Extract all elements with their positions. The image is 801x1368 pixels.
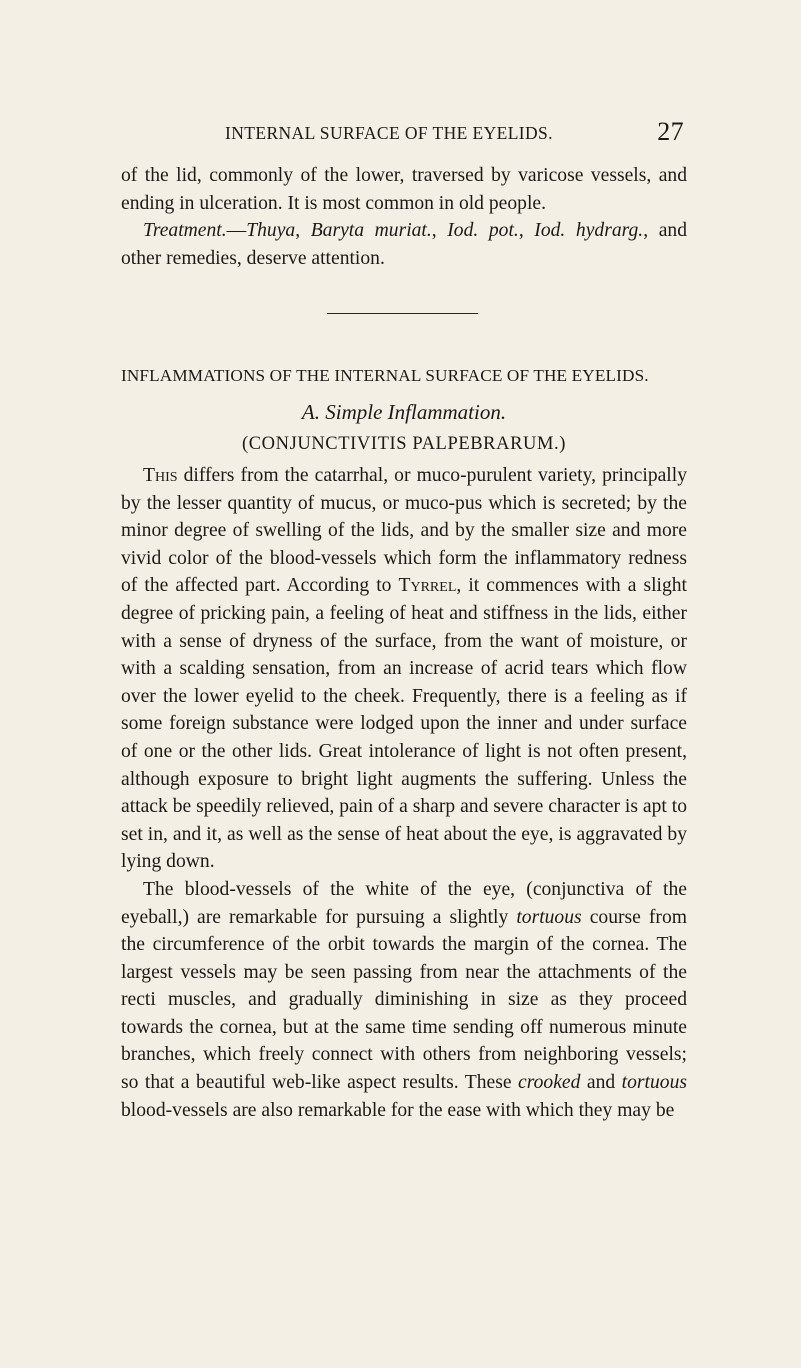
paragraph-1-text-b: , it commences with a slight degree of pricking pain, a feeling of heat and stiffness in the lids, either with a sense of dryness of the surface, from the want of moisture, or with a scalding sensation, from an increase of acrid tears which flow over the lower eyelid to the cheek. Frequently, there is a feeling as if some foreign substance were lodged upon the inner and under surface of one or the other lids. Great intolerance of light is not often present, although exposure to bright light augments the suffering. Unless the attack be speedily relieved, pain of a sharp and severe character is apt to set in, and it, as well as the sense of heat about the eye, is aggravated by lying down. [121,575,687,873]
section-heading: INFLAMMATIONS OF THE INTERNAL SURFACE OF THE EYELIDS. [121,366,649,385]
page-number: 27 [657,117,684,146]
running-head-title: INTERNAL SURFACE OF THE EYELIDS. [225,123,553,143]
remedy-iod-hydrarg: Iod. hydrarg. [534,220,644,242]
remedy-thuya: Thuya [246,220,296,242]
paragraph-2-text-d: blood-vessels are also remarkable for the ease with which they may be [121,1099,675,1121]
main-text-block [121,462,687,1124]
continued-text: of the lid, commonly of the lower, traversed by varicose vessels, and ending in ulceration. It is most common in old people. [121,165,687,214]
paragraph-2-text-b: course from the circumference of the orbit towards the margin of the cornea. The largest vessels may be seen passing from near the attachments of the recti muscles, and gradually diminishing in size as they proceed towards the cornea, but at the same time sending off numerous minute branches, which freely connect with others from neighboring vessels; so that a beautiful web-like aspect results. These [121,906,687,1094]
section-divider-rule [327,313,478,314]
remedy-separator: , [431,220,448,242]
continued-paragraph [121,162,687,217]
lead-word: This [143,465,178,486]
emphasis-tortuous: tortuous [621,1072,687,1094]
emphasis-tortuous: tortuous [516,906,582,928]
remedy-iod-pot: Iod. pot. [447,220,519,242]
paragraph-blood-vessels [121,876,687,1124]
remedy-separator: , [295,220,311,242]
paragraph-1-text-a: differs from the catarrhal, or muco-purulent variety, principally by the lesser quantity of mucus, or muco-pus which is secreted; by the minor degree of swelling of the lids, and by the smaller size and more vivid color of the blood-vessels which form the inflammatory redness of the affected part. According to [121,465,687,597]
running-head [225,119,684,147]
treatment-paragraph [121,217,687,272]
treatment-tail: , and other remedies, deserve attention. [121,220,687,269]
remedy-separator: , [518,220,535,242]
paragraph-2-text-c: and [580,1072,622,1094]
treatment-label: Treatment. [143,220,227,242]
emphasis-crooked: crooked [518,1072,581,1094]
paragraph-simple-inflammation [121,462,687,876]
remedy-baryta: Baryta muriat. [310,220,432,242]
section-subheading: A. Simple Inflammation. [301,400,507,424]
section-subsubheading: (CONJUNCTIVITIS PALPEBRARUM.) [241,434,567,454]
treatment-dash: — [226,220,247,242]
top-text-block [121,162,687,272]
author-name: Tyrrel [398,575,457,597]
paragraph-2-text-a: The blood-vessels of the white of the eye, (conjunctiva of the eyeball,) are remarkable for pursuing a slightly [121,878,687,928]
